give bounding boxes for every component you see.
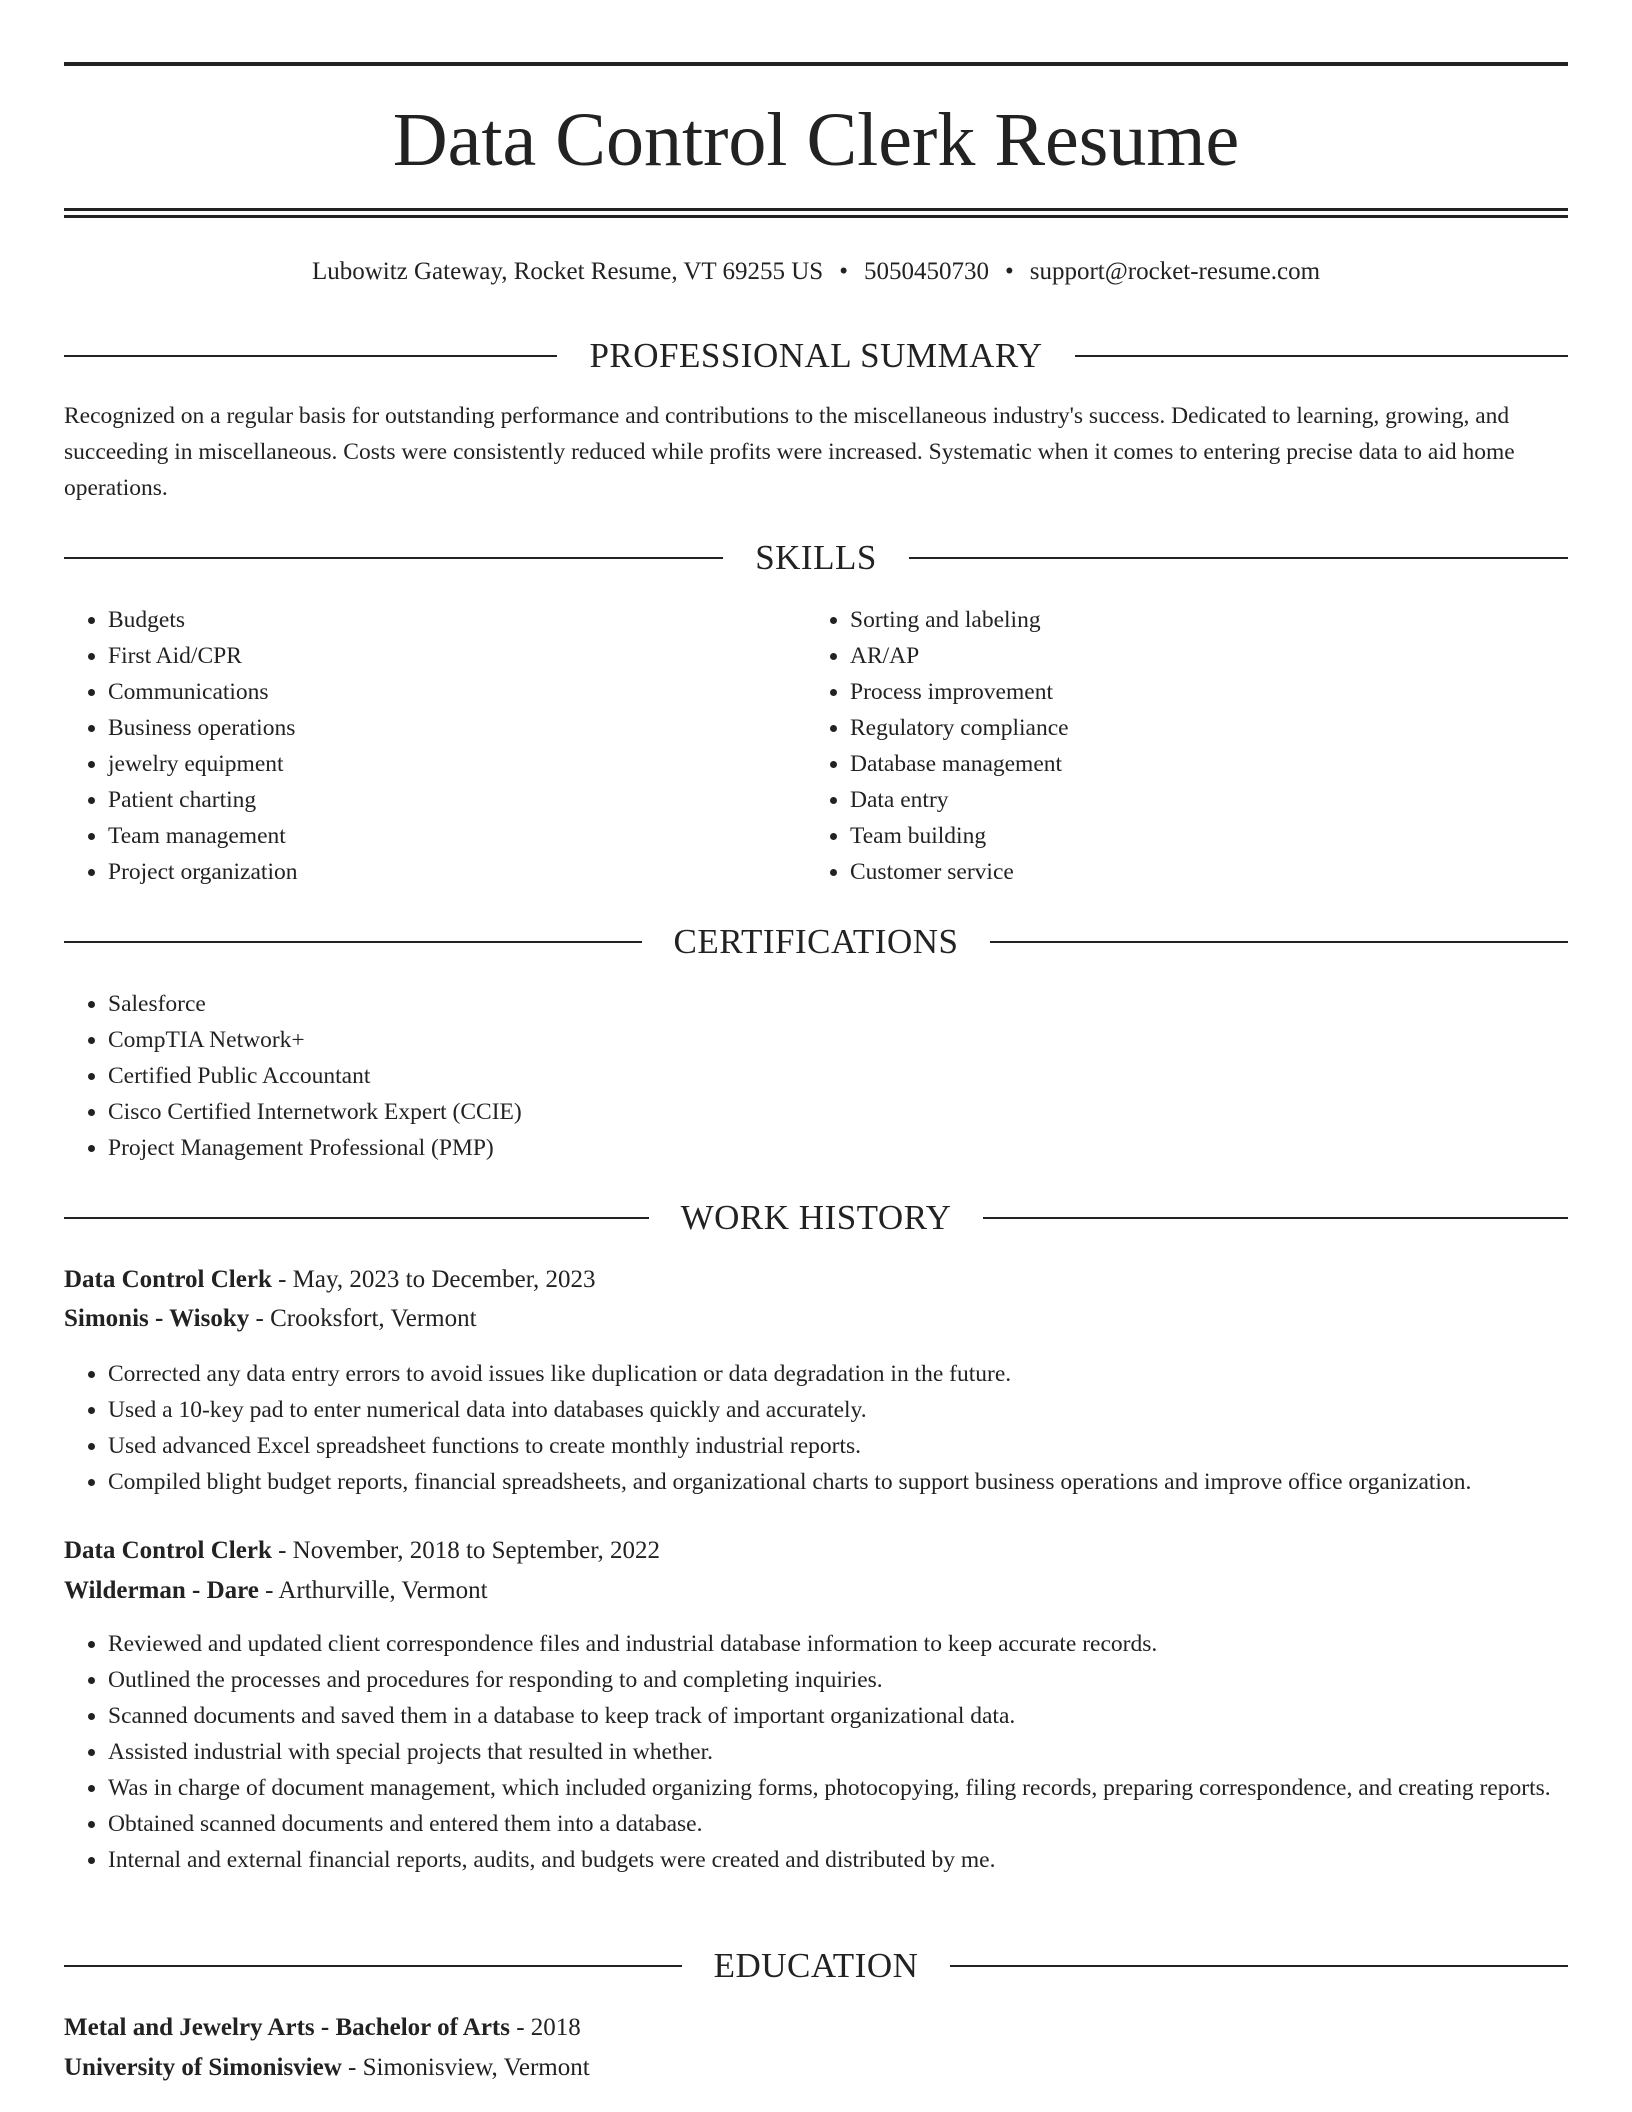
job-duties-list: [64, 1626, 1568, 1878]
list-item: • jewelry equipment: [108, 746, 808, 782]
list-item: • Cisco Certified Internetwork Expert (CCIE): [108, 1094, 1568, 1130]
section-heading-education: [64, 1944, 1568, 1988]
job-dates: - May, 2023 to December, 2023: [271, 1266, 596, 1293]
heading-rule: [983, 1217, 1568, 1219]
education-year: - 2018: [509, 2014, 581, 2041]
skills-list-left: [64, 602, 808, 890]
certifications-list: [64, 986, 1568, 1166]
education-school-line: [64, 2050, 1568, 2086]
list-item: • Was in charge of document management, which included organizing forms, photocopying, filing records, preparing correspondence, and creating reports.: [108, 1770, 1568, 1806]
contact-separator: •: [1004, 258, 1014, 285]
title-double-rule: [64, 208, 1568, 218]
top-rule: [64, 62, 1568, 66]
list-item: • Used advanced Excel spreadsheet functions to create monthly industrial reports.: [108, 1428, 1568, 1464]
heading-rule: [64, 941, 642, 943]
job-title-line: [64, 1533, 1568, 1569]
job-duties-list: [64, 1356, 1568, 1500]
list-item: • Team management: [108, 818, 808, 854]
list-item: • Customer service: [850, 854, 1550, 890]
list-item: • Compiled blight budget reports, financial spreadsheets, and organizational charts to support business operations and improve office organization.: [108, 1464, 1568, 1500]
contact-address: Lubowitz Gateway, Rocket Resume, VT 69255 US: [311, 258, 824, 285]
job-location: - Arthurville, Vermont: [258, 1577, 488, 1604]
list-item: • Project organization: [108, 854, 808, 890]
list-item: • Outlined the processes and procedures for responding to and completing inquiries.: [108, 1662, 1568, 1698]
education-degree-line: [64, 2010, 1568, 2046]
list-item: • Certified Public Accountant: [108, 1058, 1568, 1094]
list-item: • CompTIA Network+: [108, 1022, 1568, 1058]
job-dates: - November, 2018 to September, 2022: [271, 1537, 661, 1564]
list-item: • First Aid/CPR: [108, 638, 808, 674]
section-heading-work-history: [64, 1196, 1568, 1240]
list-item: • Reviewed and updated client correspondence files and industrial database information to keep accurate records.: [108, 1626, 1568, 1662]
list-item: • Salesforce: [108, 986, 1568, 1022]
section-heading-certifications: [64, 920, 1568, 964]
section-heading-summary: [64, 334, 1568, 378]
section-heading-skills: [64, 536, 1568, 580]
job-title-line: [64, 1262, 1568, 1298]
heading-rule: [950, 1965, 1568, 1967]
heading-rule: [1075, 355, 1568, 357]
job-title: Data Control Clerk: [64, 1537, 272, 1564]
resume-title: Data Control Clerk Resume: [392, 98, 1240, 182]
list-item: • Patient charting: [108, 782, 808, 818]
list-item: • Data entry: [850, 782, 1550, 818]
contact-phone: 5050450730: [863, 258, 989, 285]
list-item: • AR/AP: [850, 638, 1550, 674]
list-item: • Communications: [108, 674, 808, 710]
job-location: - Crooksfort, Vermont: [249, 1305, 477, 1332]
job-company: Simonis - Wisoky: [64, 1305, 250, 1332]
education-location: - Simonisview, Vermont: [341, 2054, 590, 2081]
education-school: University of Simonisview: [64, 2054, 342, 2081]
section-title: WORK HISTORY: [680, 1198, 952, 1237]
list-item: • Sorting and labeling: [850, 602, 1550, 638]
section-title: EDUCATION: [713, 1946, 919, 1985]
list-item: • Obtained scanned documents and entered them into a database.: [108, 1806, 1568, 1842]
list-item: • Project Management Professional (PMP): [108, 1130, 1568, 1166]
education-degree: Metal and Jewelry Arts - Bachelor of Arts: [64, 2014, 510, 2041]
heading-rule: [64, 557, 723, 559]
heading-rule: [64, 1965, 682, 1967]
contact-line: [64, 254, 1568, 290]
contact-email: support@rocket-resume.com: [1029, 258, 1321, 285]
job-company-line: [64, 1573, 1568, 1609]
skills-list-right: [806, 602, 1550, 890]
job-title: Data Control Clerk: [64, 1266, 272, 1293]
job-company: Wilderman - Dare: [64, 1577, 259, 1604]
contact-separator: •: [839, 258, 848, 285]
list-item: • Process improvement: [850, 674, 1550, 710]
job-company-line: [64, 1301, 1568, 1337]
heading-rule: [64, 355, 557, 357]
heading-rule: [990, 941, 1568, 943]
list-item: • Internal and external financial reports, audits, and budgets were created and distributed by me.: [108, 1842, 1568, 1878]
list-item: • Regulatory compliance: [850, 710, 1550, 746]
list-item: • Used a 10-key pad to enter numerical data into databases quickly and accurately.: [108, 1392, 1568, 1428]
list-item: • Budgets: [108, 602, 808, 638]
section-title: CERTIFICATIONS: [673, 922, 959, 961]
list-item: • Database management: [850, 746, 1550, 782]
list-item: • Corrected any data entry errors to avoid issues like duplication or data degradation in the future.: [108, 1356, 1568, 1392]
section-title: PROFESSIONAL SUMMARY: [589, 336, 1043, 375]
summary-text: Recognized on a regular basis for outstanding performance and contributions to the miscellaneous industry's success. Dedicated to learning, growing, and succeeding in miscellaneous. Costs were consistently reduced while profits were increased. Systematic when it comes to entering precise data to aid home operations.: [64, 403, 1515, 501]
list-item: • Business operations: [108, 710, 808, 746]
list-item: • Assisted industrial with special projects that resulted in whether.: [108, 1734, 1568, 1770]
list-item: • Scanned documents and saved them in a database to keep track of important organizational data.: [108, 1698, 1568, 1734]
list-item: • Team building: [850, 818, 1550, 854]
section-title: SKILLS: [755, 538, 877, 577]
heading-rule: [909, 557, 1568, 559]
heading-rule: [64, 1217, 649, 1219]
